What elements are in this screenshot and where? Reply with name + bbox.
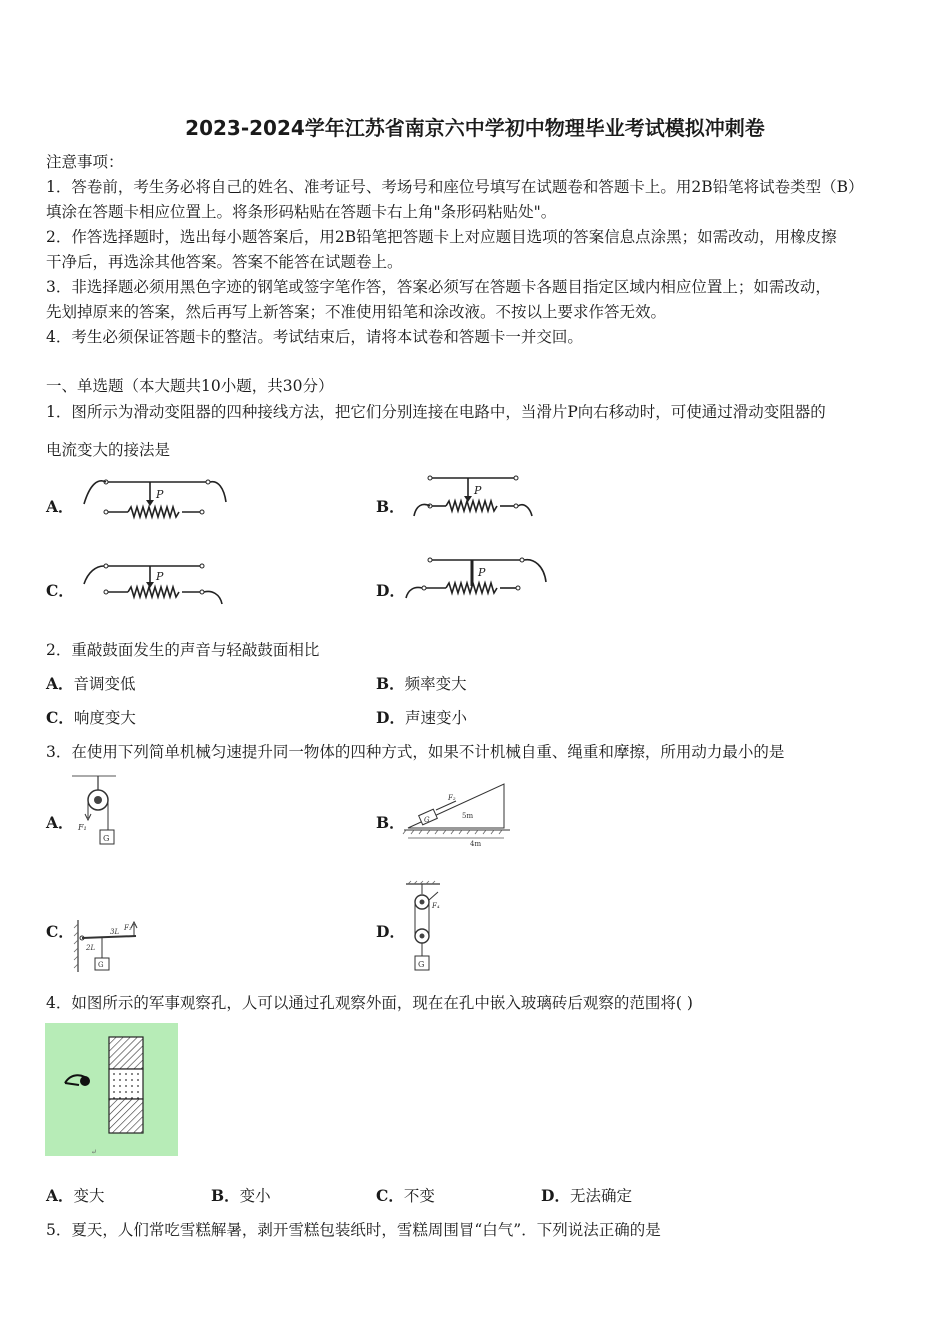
slider-label: P [478,566,486,579]
option-label: D． [541,1186,570,1205]
option-text: 频率变大 [404,675,467,693]
length-label: 5m [462,812,474,820]
option-label: C． [376,1186,404,1205]
option-label: B． [376,674,405,693]
rheostat-figure-c [80,556,230,608]
svg-text:↵: ↵ [91,1148,97,1156]
option-label: D． [376,708,405,727]
q1-option-c-label: C． [46,581,74,600]
length-label: 2L [86,944,96,952]
notice-line: 填涂在答题卡相应位置上。将条形码粘贴在答题卡右上角"条形码粘贴处"。 [46,203,557,221]
q2-option-b[interactable] [376,674,467,694]
option-label: A． [46,674,74,693]
pulley-figure-a [72,774,122,850]
weight-label: G [424,816,430,824]
rheostat-figure-a [80,472,230,522]
question-5-stem: 5．夏天，人们常吃雪糕解暑，剥开雪糕包装纸时，雪糕周围冒“白气”．下列说法正确的是 [46,1221,661,1239]
length-label: 3L [110,928,120,936]
length-label: 4m [470,840,482,848]
question-1-stem-cont: 电流变大的接法是 [46,441,171,459]
notice-line: 3．非选择题必须用黑色字迹的钢笔或签字笔作答，答案必须写在答题卡各题目指定区域内相应位置上；如需改动， [46,278,831,296]
force-label: F₄ [432,902,440,910]
question-3-stem: 3．在使用下列简单机械匀速提升同一物体的四种方式，如果不计机械自重、绳重和摩擦，所用动力最小的是 [46,743,785,761]
option-text: 不变 [403,1187,435,1205]
notice-line: 先划掉原来的答案，然后再写上新答案；不准使用铅笔和涂改液。不按以上要求作答无效。 [46,303,667,321]
rheostat-figure-d [400,552,550,604]
lever-figure-c [72,916,142,974]
notice-heading: 注意事项： [46,153,124,171]
notice-line: 干净后，再选涂其他答案。答案不能答在试题卷上。 [46,253,403,271]
q4-option-a[interactable] [46,1186,105,1206]
q1-option-b-label: B． [376,497,405,516]
q1-option-a-label: A． [46,497,74,516]
q2-option-a[interactable] [46,674,136,694]
option-text: 响度变大 [73,709,136,727]
q2-option-c[interactable] [46,708,136,728]
force-label: F₂ [448,794,456,802]
option-label: B． [211,1186,240,1205]
q3-option-d-label: D． [376,922,405,941]
notice-line: 2．作答选择题时，选出每小题答案后，用2B铅笔把答题卡上对应题目选项的答案信息点涂黑；如需改动，用橡皮擦 [46,228,837,246]
option-text: 音调变低 [73,675,136,693]
q3-option-b-label: B． [376,813,405,832]
q2-option-d[interactable] [376,708,467,728]
question-4-stem: 4．如图所示的军事观察孔，人可以通过孔观察外面，现在在孔中嵌入玻璃砖后观察的范围将( ) [46,994,693,1012]
option-text: 变大 [73,1187,105,1205]
q3-option-c-label: C． [46,922,74,941]
q4-option-d[interactable] [541,1186,632,1206]
option-text: 变小 [239,1187,271,1205]
force-label: F₁ [78,823,87,832]
observation-hole-figure [45,1023,178,1156]
weight-label: G [98,961,104,969]
question-2-stem: 2．重敲鼓面发生的声音与轻敲鼓面相比 [46,641,320,659]
slider-label: P [474,484,482,497]
q1-option-d-label: D． [376,581,405,600]
notice-line: 1．答卷前，考生务必将自己的姓名、准考证号、考场号和座位号填写在试题卷和答题卡上。用2B铅笔将试卷类型（B） [46,178,864,196]
force-label: F₃ [124,924,132,932]
slider-label: P [156,488,164,501]
q3-option-a-label: A． [46,813,74,832]
option-text: 无法确定 [569,1187,632,1205]
option-label: A． [46,1186,74,1205]
rheostat-figure-b [410,470,545,520]
section-heading: 一、单选题（本大题共10小题，共30分） [46,377,334,395]
option-label: C． [46,708,74,727]
weight-label: G [103,834,110,843]
weight-label: G [418,960,425,969]
pulley-block-figure-d [404,880,444,974]
q4-option-b[interactable] [211,1186,271,1206]
incline-figure-b [404,782,514,848]
notice-line: 4．考生必须保证答题卡的整洁。考试结束后，请将本试卷和答题卡一并交回。 [46,328,583,346]
page-title: 2023-2024学年江苏省南京六中学初中物理毕业考试模拟冲刺卷 [185,116,765,140]
option-text: 声速变小 [404,709,467,727]
slider-label: P [156,570,164,583]
question-1-stem: 1．图所示为滑动变阻器的四种接线方法，把它们分别连接在电路中，当滑片P向右移动时，可使通过滑动变阻器的 [46,403,826,421]
observation-hole-diagram [45,1023,178,1156]
q4-option-c[interactable] [376,1186,435,1206]
